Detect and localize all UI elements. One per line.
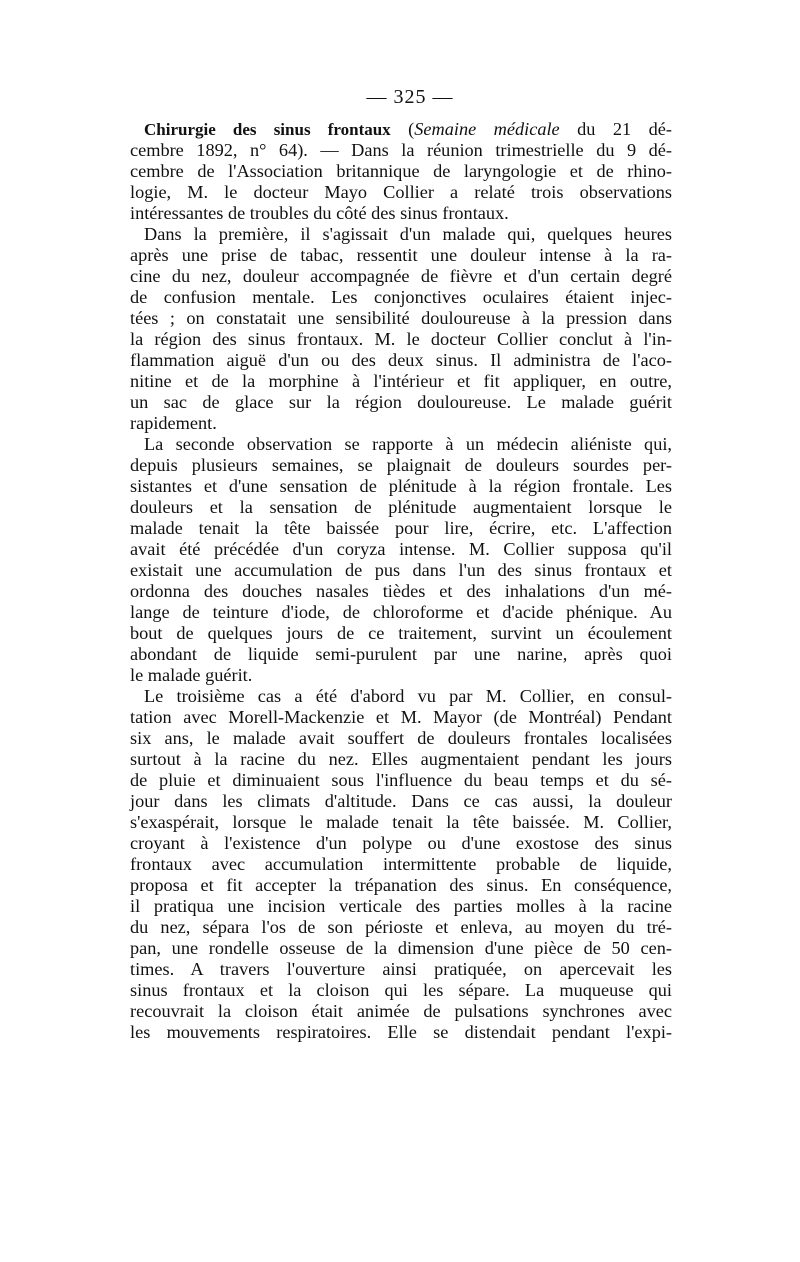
heading-rest: du 21 dé- [559, 119, 672, 139]
text-line: surtout à la racine du nez. Elles augmentaient pendant les jours [130, 749, 672, 769]
text-line: tation avec Morell-Mackenzie et M. Mayor (de Montréal) Pendant [130, 707, 672, 727]
text-line: le malade guérit. [130, 665, 253, 685]
text-line: ordonna des douches nasales tièdes et des inhalations d'un mé- [130, 581, 672, 601]
text-line: tées ; on constatait une sensibilité douloureuse à la pression dans [130, 308, 672, 328]
text-line: sistantes et d'une sensation de plénitude à la région frontale. Les [130, 476, 672, 496]
text-line: s'exaspérait, lorsque le malade tenait la tête baissée. M. Collier, [130, 812, 672, 832]
text-line: nitine et de la morphine à l'intérieur et fit appliquer, en outre, [130, 371, 672, 391]
article-intro-paragraph [130, 119, 672, 224]
text-line: cembre 1892, n° 64). — Dans la réunion trimestrielle du 9 dé- [130, 140, 672, 160]
text-line: six ans, le malade avait souffert de douleurs frontales localisées [130, 728, 672, 748]
text-line: un sac de glace sur la région douloureuse. Le malade guérit [130, 392, 672, 412]
text-line: flammation aiguë d'un ou des deux sinus. Il administra de l'aco- [130, 350, 672, 370]
text-line: cembre de l'Association britannique de laryngologie et de rhino- [130, 161, 672, 181]
text-line: avait été précédée d'un coryza intense. M. Collier supposa qu'il [130, 539, 672, 559]
text-line: du nez, sépara l'os de son périoste et enleva, au moyen du tré- [130, 917, 672, 937]
text-line: proposa et fit accepter la trépanation des sinus. En conséquence, [130, 875, 672, 895]
text-line: recouvrait la cloison était animée de pulsations synchrones avec [130, 1001, 672, 1021]
text-line: logie, M. le docteur Mayo Collier a relaté trois observations [130, 182, 672, 202]
text-line: rapidement. [130, 413, 217, 433]
text-line: de confusion mentale. Les conjonctives oculaires étaient injec- [130, 287, 672, 307]
text-line: existait une accumulation de pus dans l'un des sinus frontaux et [130, 560, 672, 580]
text-line: la région des sinus frontaux. M. le docteur Collier conclut à l'in- [130, 329, 672, 349]
paragraph [130, 434, 672, 686]
text-line: times. A travers l'ouverture ainsi pratiquée, on apercevait les [130, 959, 672, 979]
text-line: de pluie et diminuaient sous l'influence du beau temps et du sé- [130, 770, 672, 790]
article-body [130, 119, 672, 1043]
heading-open-paren: ( [408, 119, 415, 139]
text-line: frontaux avec accumulation intermittente probable de liquide, [130, 854, 672, 874]
text-line: bout de quelques jours de ce traitement, survint un écoulement [130, 623, 672, 643]
text-line: depuis plusieurs semaines, se plaignait de douleurs sourdes per- [130, 455, 672, 475]
paragraph [130, 224, 672, 434]
text-line: lange de teinture d'iode, de chloroforme et d'acide phénique. Au [130, 602, 672, 622]
text-line: cine du nez, douleur accompagnée de fièvre et d'un certain degré [130, 266, 672, 286]
article-paragraphs [130, 224, 672, 1043]
article-heading-line [130, 119, 672, 140]
text-line: Dans la première, il s'agissait d'un malade qui, quelques heures [144, 224, 672, 244]
text-line: malade tenait la tête baissée pour lire, écrire, etc. L'affection [130, 518, 672, 538]
text-line: intéressantes de troubles du côté des sinus frontaux. [130, 203, 509, 223]
paragraph [130, 686, 672, 1043]
text-line: sinus frontaux et la cloison qui les sépare. La muqueuse qui [130, 980, 672, 1000]
text-line: les mouvements respiratoires. Elle se distendait pendant l'expi- [130, 1022, 672, 1042]
page-number: — 325 — [366, 86, 454, 108]
text-line: croyant à l'existence d'un polype ou d'une exostose des sinus [130, 833, 672, 853]
text-line: douleurs et la sensation de plénitude augmentaient lorsque le [130, 497, 672, 517]
text-line: La seconde observation se rapporte à un médecin aliéniste qui, [144, 434, 672, 454]
book-page [130, 86, 672, 1043]
text-line: jour dans les climats d'altitude. Dans ce cas aussi, la douleur [130, 791, 672, 811]
text-line: il pratiqua une incision verticale des parties molles à la racine [130, 896, 672, 916]
text-line: Le troisième cas a été d'abord vu par M. Collier, en consul- [144, 686, 672, 706]
source-journal: Semaine médicale [414, 119, 560, 139]
article-title: Chirurgie des sinus frontaux [144, 120, 391, 139]
text-line: après une prise de tabac, ressentit une douleur intense à la ra- [130, 245, 672, 265]
text-line: abondant de liquide semi-purulent par une narine, après quoi [130, 644, 672, 664]
text-line: pan, une rondelle osseuse de la dimension d'une pièce de 50 cen- [130, 938, 672, 958]
